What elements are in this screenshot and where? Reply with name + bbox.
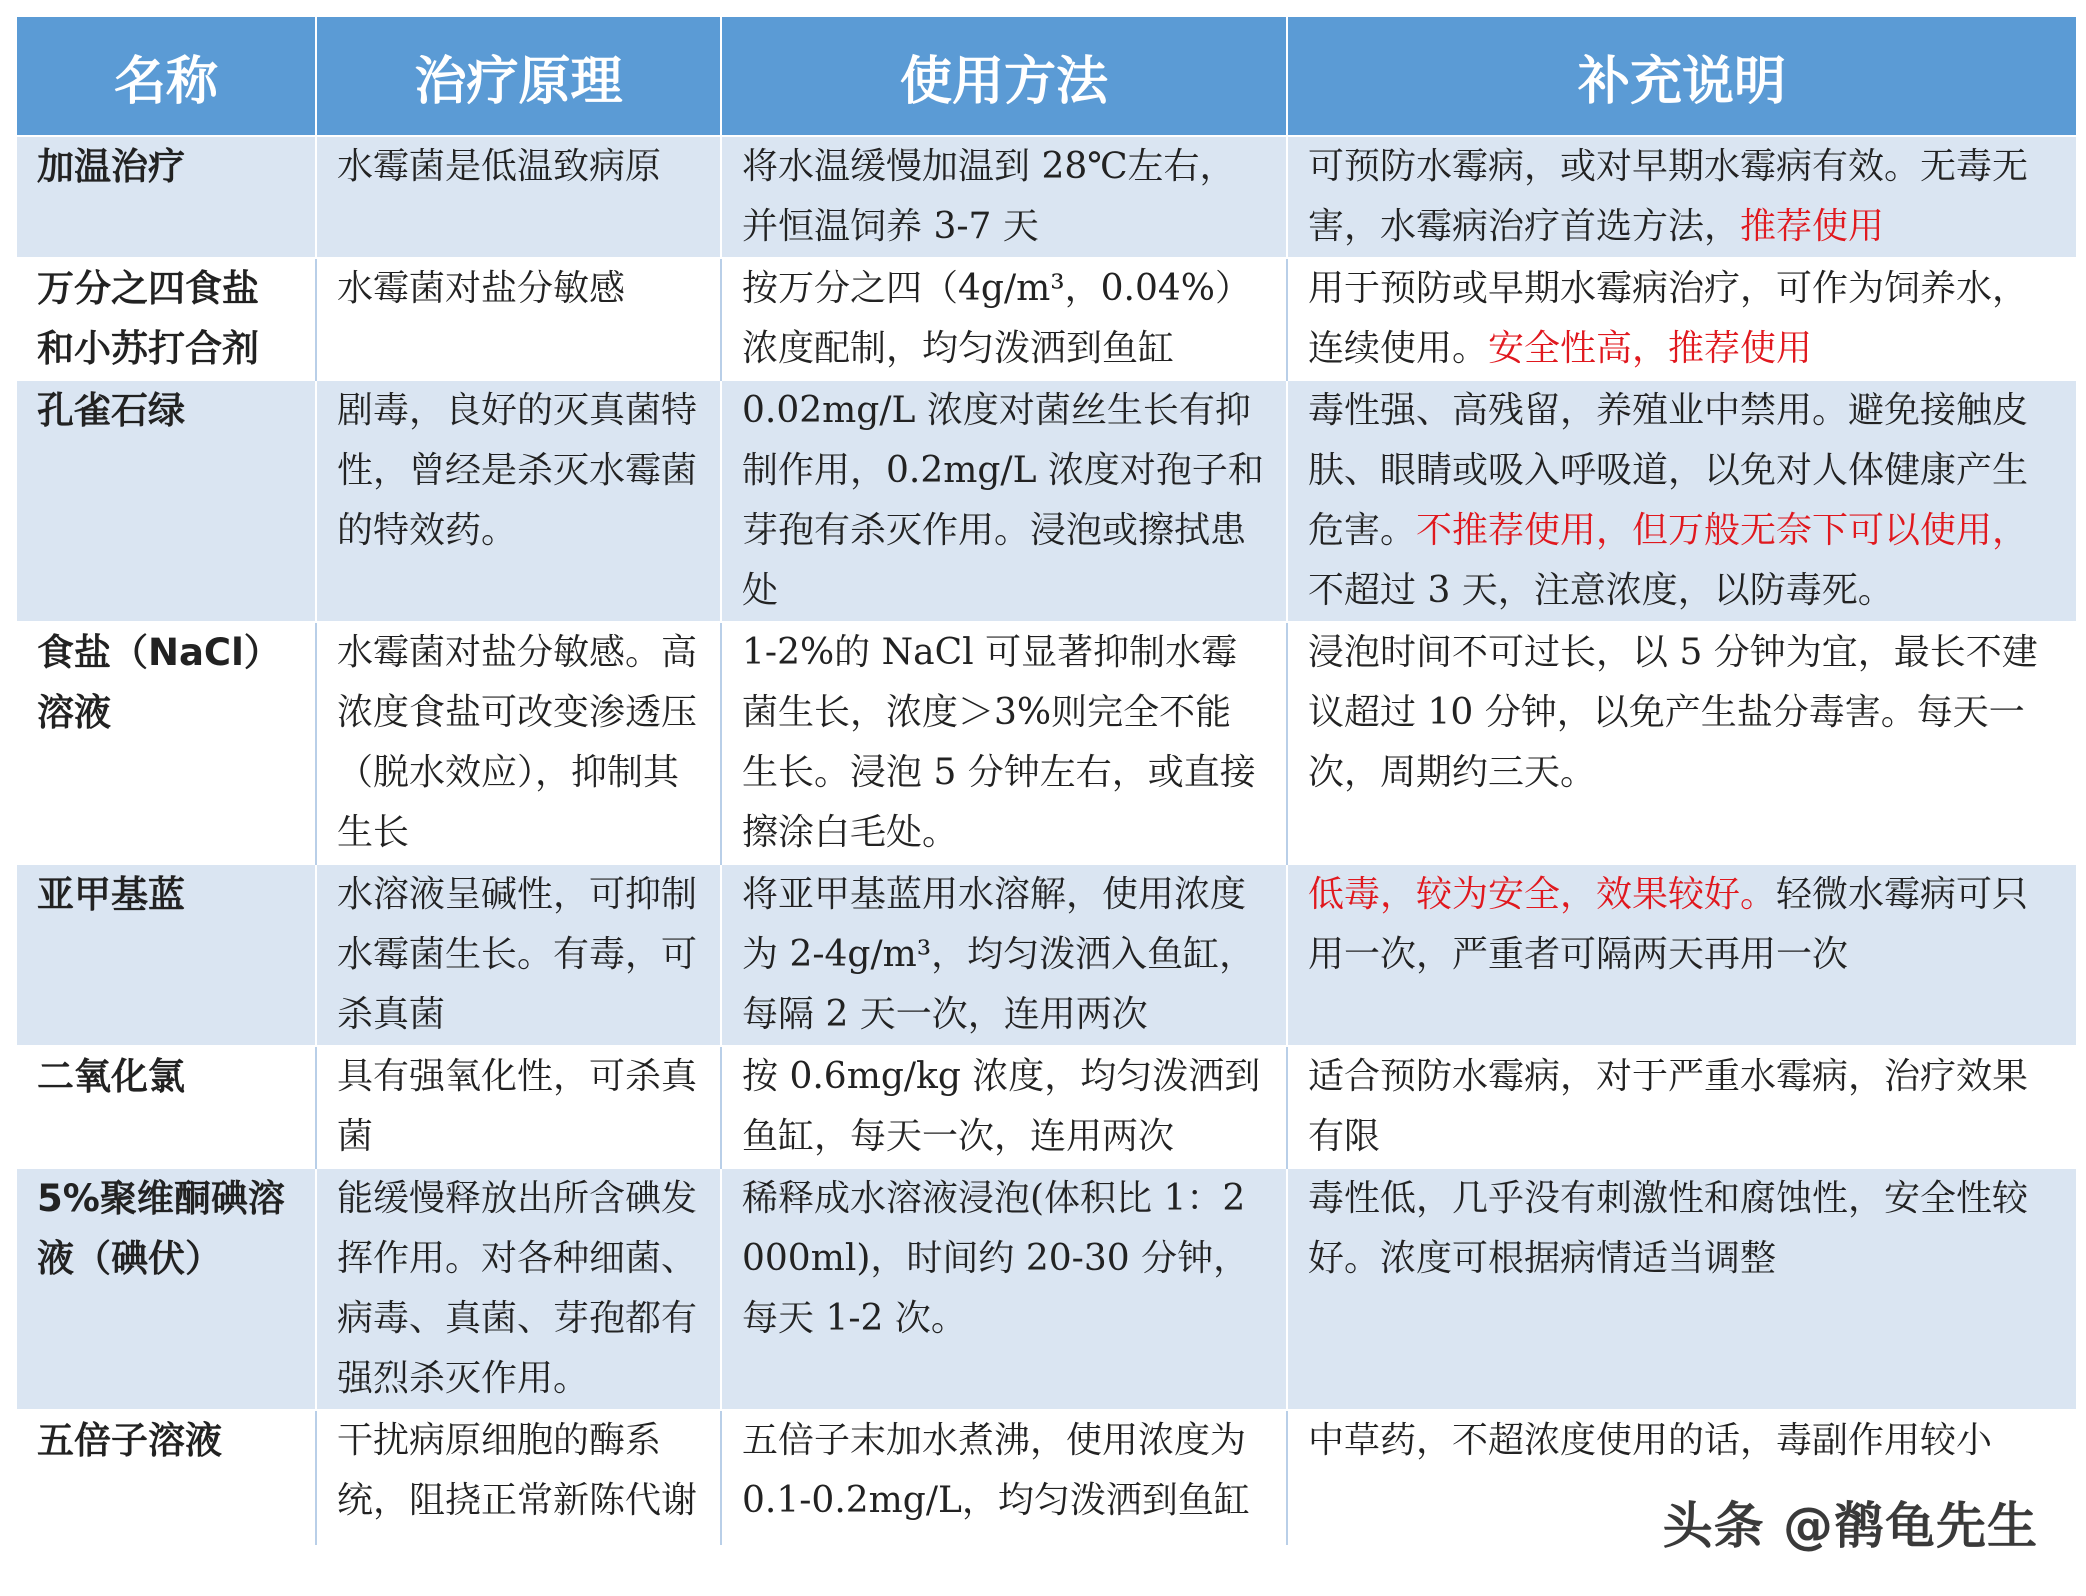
treatment-principle: 具有强氧化性，可杀真菌 — [316, 1046, 721, 1168]
treatment-note — [1287, 258, 2076, 380]
table-row — [17, 622, 2076, 864]
treatment-note — [1287, 864, 2076, 1046]
note-text: 浸泡时间不可过长，以 5 分钟为宜，最长不建议超过 10 分钟，以免产生盐分毒害。每天一次，周期约三天。 — [1308, 632, 2038, 793]
note-highlight: 安全性高，推荐使用 — [1488, 328, 1813, 369]
treatment-name: 二氧化氯 — [17, 1046, 316, 1168]
treatment-method: 将水温缓慢加温到 28℃左右，并恒温饲养 3-7 天 — [721, 136, 1287, 258]
treatment-method: 五倍子末加水煮沸，使用浓度为 0.1-0.2mg/L，均匀泼洒到鱼缸 — [721, 1410, 1287, 1545]
treatment-method: 0.02mg/L 浓度对菌丝生长有抑制作用，0.2mg/L 浓度对孢子和芽孢有杀灭作用。浸泡或擦拭患处 — [721, 380, 1287, 622]
treatment-table — [17, 17, 2076, 1545]
treatment-principle: 能缓慢释放出所含碘发挥作用。对各种细菌、病毒、真菌、芽孢都有强烈杀灭作用。 — [316, 1168, 721, 1410]
treatment-name: 五倍子溶液 — [17, 1410, 316, 1545]
treatment-method: 1-2%的 NaCl 可显著抑制水霉菌生长，浓度＞3%则完全不能生长。浸泡 5 分钟左右，或直接擦涂白毛处。 — [721, 622, 1287, 864]
note-highlight: 推荐使用 — [1740, 206, 1885, 247]
note-text: 毒性强、高残留，养殖业中禁用。避免接触皮肤、眼睛或吸入呼吸道，以免对人体健康产生危害。 — [1308, 390, 2029, 551]
note-tail: 轻微水霉病可只用一次，严重者可隔两天再用一次 — [1308, 874, 2029, 975]
treatment-name: 万分之四食盐和小苏打合剂 — [17, 258, 316, 380]
header-note: 补充说明 — [1287, 17, 2076, 136]
treatment-method: 将亚甲基蓝用水溶解，使用浓度为 2-4g/m³，均匀泼洒入鱼缸，每隔 2 天一次，连用两次 — [721, 864, 1287, 1046]
treatment-principle: 水霉菌是低温致病原 — [316, 136, 721, 258]
treatment-method: 按 0.6mg/kg 浓度，均匀泼洒到鱼缸，每天一次，连用两次 — [721, 1046, 1287, 1168]
note-tail: 不超过 3 天，注意浓度，以防毒死。 — [1308, 570, 1894, 611]
table-row — [17, 136, 2076, 258]
note-text: 可预防水霉病，或对早期水霉病有效。无毒无害，水霉病治疗首选方法， — [1308, 146, 2029, 247]
note-highlight: 低毒，较为安全，效果较好。 — [1308, 874, 1777, 915]
treatment-note — [1287, 1046, 2076, 1168]
treatment-method: 按万分之四（4g/m³，0.04%）浓度配制，均匀泼洒到鱼缸 — [721, 258, 1287, 380]
treatment-principle: 水霉菌对盐分敏感 — [316, 258, 721, 380]
table-row — [17, 1168, 2076, 1410]
treatment-name: 食盐（NaCl）溶液 — [17, 622, 316, 864]
table-header-row — [17, 17, 2076, 136]
treatment-principle: 水霉菌对盐分敏感。高浓度食盐可改变渗透压（脱水效应），抑制其生长 — [316, 622, 721, 864]
treatment-note — [1287, 622, 2076, 864]
note-highlight: 不推荐使用，但万般无奈下可以使用， — [1416, 510, 2029, 551]
treatment-principle: 剧毒，良好的灭真菌特性，曾经是杀灭水霉菌的特效药。 — [316, 380, 721, 622]
note-text: 毒性低，几乎没有刺激性和腐蚀性，安全性较好。浓度可根据病情适当调整 — [1308, 1178, 2029, 1279]
header-principle: 治疗原理 — [316, 17, 721, 136]
header-name: 名称 — [17, 17, 316, 136]
table-row — [17, 380, 2076, 622]
note-text: 用于预防或早期水霉病治疗，可作为饲养水，连续使用。 — [1308, 268, 2029, 369]
treatment-name: 5%聚维酮碘溶液（碘伏） — [17, 1168, 316, 1410]
treatment-principle: 干扰病原细胞的酶系统，阻挠正常新陈代谢 — [316, 1410, 721, 1545]
header-method: 使用方法 — [721, 17, 1287, 136]
treatment-method: 稀释成水溶液浸泡(体积比 1：2000ml)，时间约 20-30 分钟，每天 1-2 次。 — [721, 1168, 1287, 1410]
table-row — [17, 258, 2076, 380]
table-row — [17, 1046, 2076, 1168]
note-text: 中草药，不超浓度使用的话，毒副作用较小 — [1308, 1420, 1993, 1461]
treatment-note — [1287, 380, 2076, 622]
watermark-text: 头条 @鹡龟先生 — [1662, 1497, 2038, 1555]
treatment-name: 亚甲基蓝 — [17, 864, 316, 1046]
treatment-principle: 水溶液呈碱性，可抑制水霉菌生长。有毒，可杀真菌 — [316, 864, 721, 1046]
treatment-name: 加温治疗 — [17, 136, 316, 258]
treatment-name: 孔雀石绿 — [17, 380, 316, 622]
note-text: 适合预防水霉病，对于严重水霉病，治疗效果有限 — [1308, 1056, 2029, 1157]
table-row — [17, 864, 2076, 1046]
treatment-note — [1287, 1168, 2076, 1410]
treatment-note — [1287, 136, 2076, 258]
